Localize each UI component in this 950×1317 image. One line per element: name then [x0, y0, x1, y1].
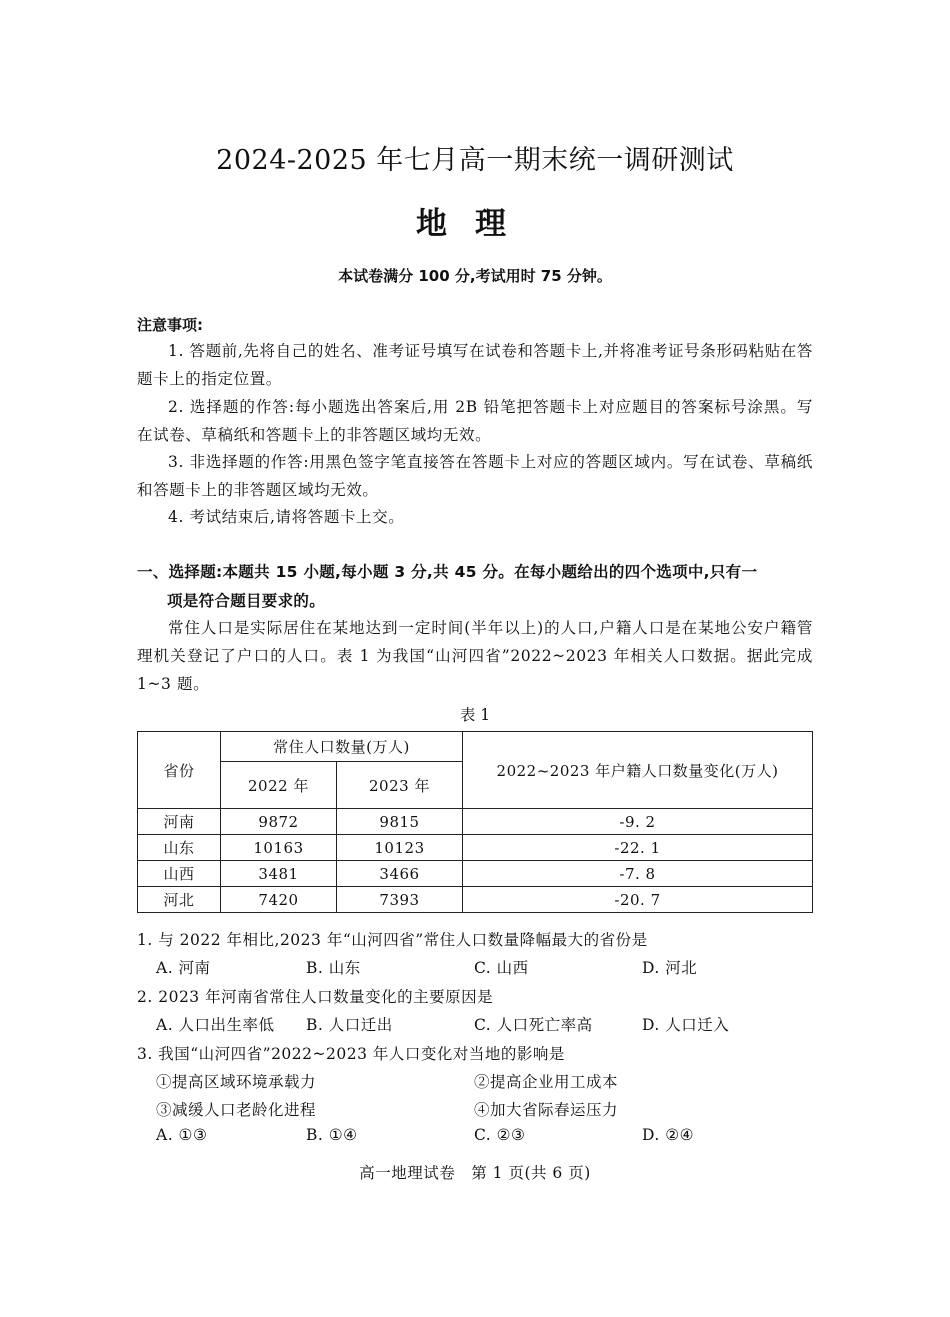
- q3-option-d[interactable]: D. ②④: [642, 1126, 695, 1144]
- section-heading-line1: 一、选择题:本题共 15 小题,每小题 3 分,共 45 分。在每小题给出的四个选项中,只有一: [137, 563, 758, 581]
- q2-option-c[interactable]: C. 人口死亡率高: [474, 1016, 593, 1034]
- cell-2022: 10163: [221, 835, 337, 861]
- cell-change: -20. 7: [463, 887, 813, 913]
- page-footer: 高一地理试卷 第 1 页(共 6 页): [359, 1164, 591, 1182]
- exam-title: 2024-2025 年七月高一期末统一调研测试: [216, 145, 734, 176]
- cell-2022: 7420: [221, 887, 337, 913]
- q3-option-c[interactable]: C. ②③: [474, 1126, 526, 1144]
- table-row: [138, 835, 813, 861]
- table-row: [138, 887, 813, 913]
- cell-province: 河北: [138, 887, 221, 913]
- q2-option-b[interactable]: B. 人口迁出: [306, 1016, 393, 1034]
- table-row: [138, 861, 813, 887]
- notice-heading: 注意事项:: [137, 316, 203, 334]
- cell-province: 山东: [138, 835, 221, 861]
- q3-statement-1: ①提高区域环境承载力: [156, 1073, 317, 1091]
- cell-change: -9. 2: [463, 809, 813, 835]
- population-table: [137, 731, 813, 913]
- material-intro: 常住人口是实际居住在某地达到一定时间(半年以上)的人口,户籍人口是在某地公安户籍管理机关登记了户口的人口。表 1 为我国“山河四省”2022~2023 年相关人口数据。据此完成 1~3 题。: [137, 619, 813, 693]
- notice-item-4: 4. 考试结束后,请将答题卡上交。: [168, 508, 405, 526]
- table-row: [138, 809, 813, 835]
- q1-option-c[interactable]: C. 山西: [474, 959, 529, 977]
- cell-2023: 10123: [337, 835, 463, 861]
- q3-option-b[interactable]: B. ①④: [306, 1126, 358, 1144]
- notice-item-3: 3. 非选择题的作答:用黑色签字笔直接答在答题卡上对应的答题区域内。写在试卷、草稿纸和答题卡上的非答题区域均无效。: [137, 453, 813, 499]
- cell-2022: 3481: [221, 861, 337, 887]
- header-change: 2022~2023 年户籍人口数量变化(万人): [463, 732, 813, 809]
- q3-option-a[interactable]: A. ①③: [156, 1126, 208, 1144]
- cell-2022: 9872: [221, 809, 337, 835]
- q3-statement-3: ③减缓人口老龄化进程: [156, 1101, 317, 1119]
- q1-option-d[interactable]: D. 河北: [642, 959, 698, 977]
- cell-province: 山西: [138, 861, 221, 887]
- cell-2023: 3466: [337, 861, 463, 887]
- q1-option-b[interactable]: B. 山东: [306, 959, 361, 977]
- cell-change: -22. 1: [463, 835, 813, 861]
- notice-item-1: 1. 答题前,先将自己的姓名、准考证号填写在试卷和答题卡上,并将准考证号条形码粘贴在答题卡上的指定位置。: [137, 342, 813, 388]
- exam-info: 本试卷满分 100 分,考试用时 75 分钟。: [338, 267, 612, 285]
- question-1-stem: 1. 与 2022 年相比,2023 年“山河四省”常住人口数量降幅最大的省份是: [137, 931, 648, 949]
- question-3-stem: 3. 我国“山河四省”2022~2023 年人口变化对当地的影响是: [137, 1045, 565, 1063]
- section-heading-line2: 项是符合题目要求的。: [167, 592, 326, 610]
- cell-province: 河南: [138, 809, 221, 835]
- cell-change: -7. 8: [463, 861, 813, 887]
- cell-2023: 7393: [337, 887, 463, 913]
- header-2022: 2022 年: [221, 762, 337, 809]
- header-province: 省份: [138, 732, 221, 809]
- q3-statement-4: ④加大省际春运压力: [474, 1101, 619, 1119]
- header-2023: 2023 年: [337, 762, 463, 809]
- cell-2023: 9815: [337, 809, 463, 835]
- question-2-stem: 2. 2023 年河南省常住人口数量变化的主要原因是: [137, 988, 494, 1006]
- q2-option-a[interactable]: A. 人口出生率低: [156, 1016, 275, 1034]
- subject-title: 地理: [416, 206, 534, 242]
- header-resident: 常住人口数量(万人): [221, 732, 463, 762]
- q3-statement-2: ②提高企业用工成本: [474, 1073, 619, 1091]
- section-heading: [137, 558, 815, 616]
- q2-option-d[interactable]: D. 人口迁入: [642, 1016, 730, 1034]
- table-caption: 表 1: [459, 706, 491, 724]
- q1-option-a[interactable]: A. 河南: [156, 959, 211, 977]
- notice-item-2: 2. 选择题的作答:每小题选出答案后,用 2B 铅笔把答题卡上对应题目的答案标号涂黑。写在试卷、草稿纸和答题卡上的非答题区域均无效。: [137, 398, 813, 444]
